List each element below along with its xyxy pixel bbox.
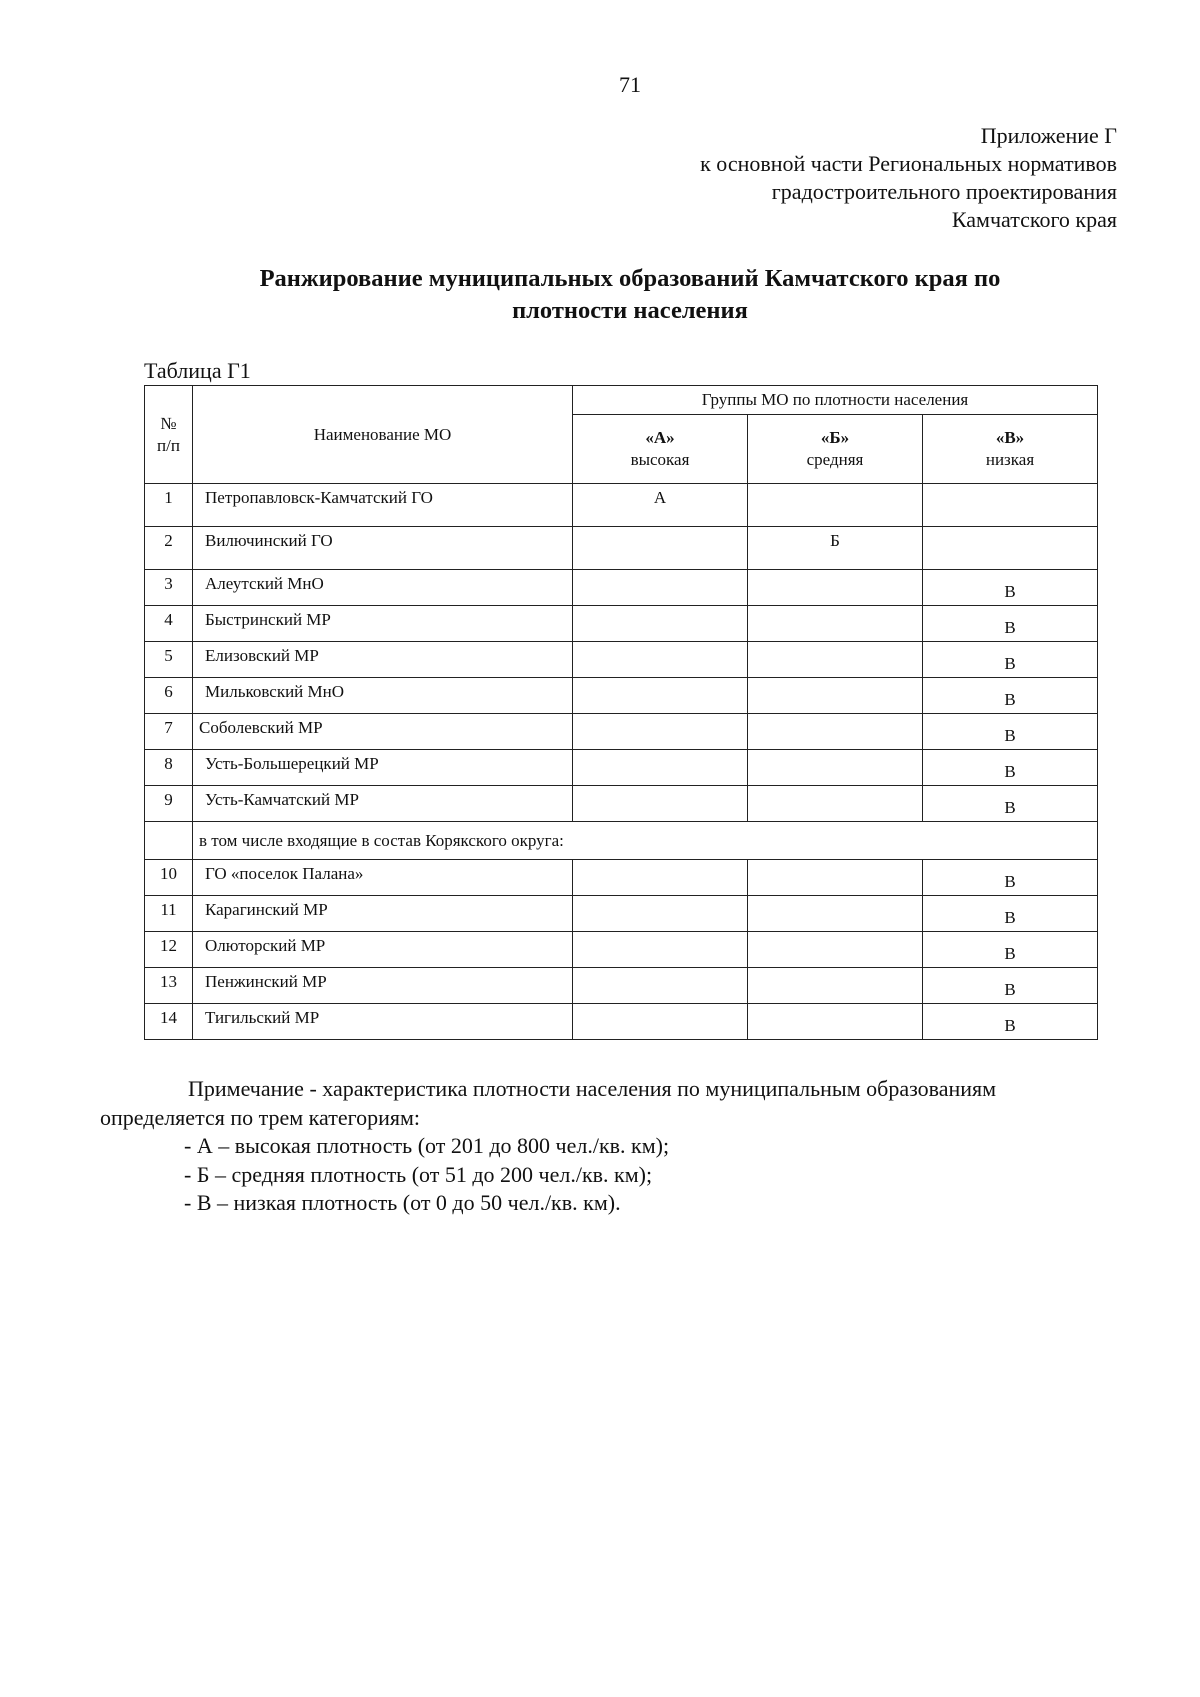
row-group-b (748, 968, 923, 1004)
table-row (145, 678, 1098, 714)
row-group-c: В (923, 750, 1098, 786)
row-num: 13 (145, 968, 193, 1004)
row-group-c: В (923, 786, 1098, 822)
row-group-b (748, 786, 923, 822)
note-item: - В – низкая плотность (от 0 до 50 чел./кв. км). (184, 1190, 621, 1215)
appendix-line: к основной части Региональных нормативов (700, 151, 1117, 176)
header-name: Наименование МО (193, 386, 573, 484)
group-letter: «А» (645, 428, 675, 447)
note-item: - А – высокая плотность (от 201 до 800 чел./кв. км); (184, 1133, 670, 1158)
note-intro (100, 1075, 1100, 1132)
row-group-b (748, 896, 923, 932)
group-letter: «Б» (820, 428, 850, 447)
row-name: Вилючинский ГО (193, 527, 573, 570)
appendix-header (700, 122, 1117, 234)
page-number: 71 (619, 72, 641, 97)
row-group-a: А (573, 484, 748, 527)
row-group-c: В (923, 860, 1098, 896)
note-intro-line1: Примечание - характеристика плотности населения по муниципальным образованиям (188, 1076, 997, 1101)
row-group-b (748, 860, 923, 896)
title-line: плотности населения (512, 297, 748, 324)
note-item: - Б – средняя плотность (от 51 до 200 чел./кв. км); (184, 1161, 653, 1187)
header-group-b (748, 415, 923, 484)
table-row (145, 860, 1098, 896)
row-group-a (573, 570, 748, 606)
table-row (145, 932, 1098, 968)
table-row (145, 527, 1098, 570)
table-row (145, 750, 1098, 786)
row-num: 14 (145, 1004, 193, 1040)
row-group-c: В (923, 896, 1098, 932)
row-group-c (923, 484, 1098, 527)
row-num: 4 (145, 606, 193, 642)
row-name: Соболевский МР (193, 714, 573, 750)
appendix-line: Камчатского края (951, 207, 1117, 232)
row-group-b (748, 606, 923, 642)
row-group-b (748, 484, 923, 527)
row-name: Петропавловск-Камчатский ГО (193, 484, 573, 527)
row-group-a (573, 1004, 748, 1040)
row-num: 9 (145, 786, 193, 822)
note-intro-line2: определяется по трем категориям: (100, 1104, 421, 1130)
row-name: Быстринский МР (193, 606, 573, 642)
row-group-a (573, 896, 748, 932)
row-group-a (573, 678, 748, 714)
row-name: Усть-Большерецкий МР (193, 750, 573, 786)
row-group-a (573, 642, 748, 678)
group-label: низкая (985, 450, 1035, 469)
row-group-c: В (923, 932, 1098, 968)
row-group-a (573, 750, 748, 786)
row-group-b (748, 932, 923, 968)
table-row (145, 968, 1098, 1004)
row-num: 1 (145, 484, 193, 527)
row-group-b (748, 714, 923, 750)
row-name: Усть-Камчатский МР (193, 786, 573, 822)
row-num: 10 (145, 860, 193, 896)
header-groups-title: Группы МО по плотности населения (573, 386, 1098, 415)
row-num: 8 (145, 750, 193, 786)
row-group-c: В (923, 714, 1098, 750)
document-title (150, 263, 1110, 327)
subheader-empty-cell (145, 822, 193, 860)
table-caption: Таблица Г1 (144, 358, 251, 383)
row-name: Олюторский МР (193, 932, 573, 968)
row-group-c: В (923, 606, 1098, 642)
header-group-a (573, 415, 748, 484)
row-num: 3 (145, 570, 193, 606)
table-row (145, 786, 1098, 822)
row-name: Тигильский МР (193, 1004, 573, 1040)
row-group-a (573, 606, 748, 642)
row-group-c: В (923, 678, 1098, 714)
row-group-b (748, 1004, 923, 1040)
row-group-b: Б (748, 527, 923, 570)
row-name: Пенжинский МР (193, 968, 573, 1004)
row-name: ГО «поселок Палана» (193, 860, 573, 896)
table-subheader-row (145, 822, 1098, 860)
row-num: 2 (145, 527, 193, 570)
row-group-a (573, 860, 748, 896)
appendix-line: градостроительного проектирования (771, 179, 1117, 204)
row-num: 12 (145, 932, 193, 968)
row-group-a (573, 932, 748, 968)
row-group-a (573, 786, 748, 822)
table-row (145, 714, 1098, 750)
ranking-table (144, 385, 1098, 1040)
row-name: Мильковский МнО (193, 678, 573, 714)
table-row (145, 1004, 1098, 1040)
row-group-c: В (923, 570, 1098, 606)
row-num: 5 (145, 642, 193, 678)
group-label: средняя (806, 450, 864, 469)
row-group-c: В (923, 642, 1098, 678)
row-group-a (573, 527, 748, 570)
appendix-line: Приложение Г (980, 123, 1117, 148)
row-group-b (748, 570, 923, 606)
row-group-c (923, 527, 1098, 570)
group-letter: «В» (995, 428, 1025, 447)
row-group-c: В (923, 1004, 1098, 1040)
table-row (145, 606, 1098, 642)
table-row (145, 570, 1098, 606)
row-group-c: В (923, 968, 1098, 1004)
table-row (145, 896, 1098, 932)
row-num: 7 (145, 714, 193, 750)
group-label: высокая (630, 450, 690, 469)
row-name: Елизовский МР (193, 642, 573, 678)
note-section (100, 1075, 1100, 1218)
table-row (145, 642, 1098, 678)
row-name: Алеутский МнО (193, 570, 573, 606)
header-group-c (923, 415, 1098, 484)
table-row (145, 484, 1098, 527)
row-group-b (748, 642, 923, 678)
header-num: № п/п (145, 386, 193, 484)
table-subheader: в том числе входящие в состав Корякского округа: (193, 822, 1098, 860)
row-num: 6 (145, 678, 193, 714)
row-group-a (573, 968, 748, 1004)
title-line: Ранжирование муниципальных образований Камчатского края по (259, 265, 1001, 292)
row-group-a (573, 714, 748, 750)
row-name: Карагинский МР (193, 896, 573, 932)
row-group-b (748, 750, 923, 786)
row-group-b (748, 678, 923, 714)
row-num: 11 (145, 896, 193, 932)
